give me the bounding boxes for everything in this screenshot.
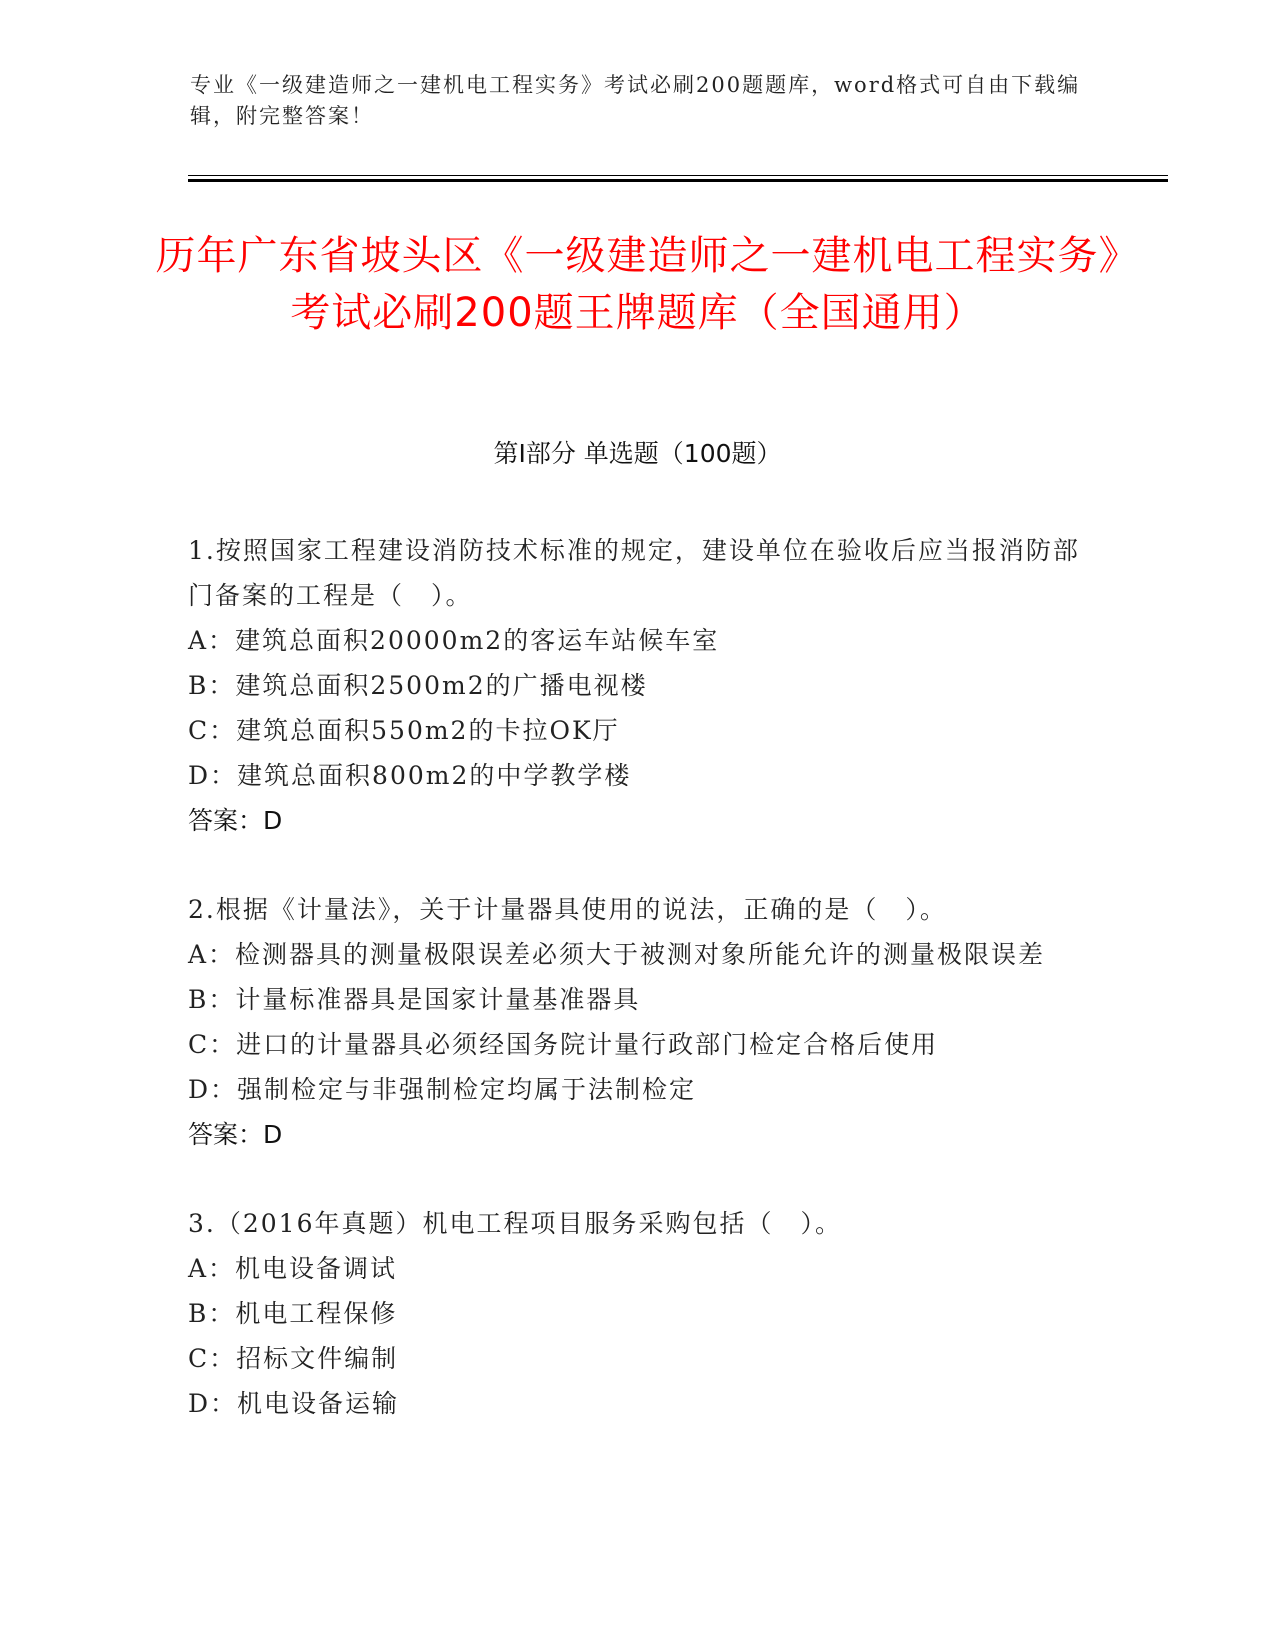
option-d: D：强制检定与非强制检定均属于法制检定 <box>188 1075 697 1104</box>
question-3 <box>188 1201 1088 1426</box>
header-divider-thick <box>188 179 1168 182</box>
option-d: D：建筑总面积800m2的中学教学楼 <box>188 761 632 790</box>
option-b: B：建筑总面积2500m2的广播电视楼 <box>188 671 648 700</box>
question-1 <box>188 528 1088 843</box>
header-note: 专业《一级建造师之一建机电工程实务》考试必刷200题题库，word格式可自由下载编辑，附完整答案！ <box>190 73 1081 128</box>
option-c: C：建筑总面积550m2的卡拉OK厅 <box>188 716 620 745</box>
section-title: 第Ⅰ部分 单选题（100题） <box>493 439 782 468</box>
question-stem: 2.根据《计量法》，关于计量器具使用的说法，正确的是（ ）。 <box>188 895 947 924</box>
question-stem: 1.按照国家工程建设消防技术标准的规定，建设单位在验收后应当报消防部门备案的工程是（ ）。 <box>188 536 1080 610</box>
option-c: C：进口的计量器具必须经国务院计量行政部门检定合格后使用 <box>188 1030 939 1059</box>
option-a: A：机电设备调试 <box>188 1254 398 1283</box>
question-list <box>188 528 1088 1470</box>
option-c: C：招标文件编制 <box>188 1344 399 1373</box>
answer: 答案：D <box>188 806 283 835</box>
answer: 答案：D <box>188 1120 283 1149</box>
option-a: A：建筑总面积20000m2的客运车站候车室 <box>188 626 720 655</box>
option-b: B：机电工程保修 <box>188 1299 398 1328</box>
option-d: D：机电设备运输 <box>188 1389 400 1418</box>
document-title: 历年广东省坡头区《一级建造师之一建机电工程实务》考试必刷200题王牌题库（全国通用） <box>155 233 1120 336</box>
question-stem: 3.（2016年真题）机电工程项目服务采购包括（ ）。 <box>188 1209 842 1238</box>
header-divider-thin <box>188 175 1168 176</box>
option-a: A：检测器具的测量极限误差必须大于被测对象所能允许的测量极限误差 <box>188 940 1046 969</box>
option-b: B：计量标准器具是国家计量基准器具 <box>188 985 641 1014</box>
question-2 <box>188 887 1088 1157</box>
